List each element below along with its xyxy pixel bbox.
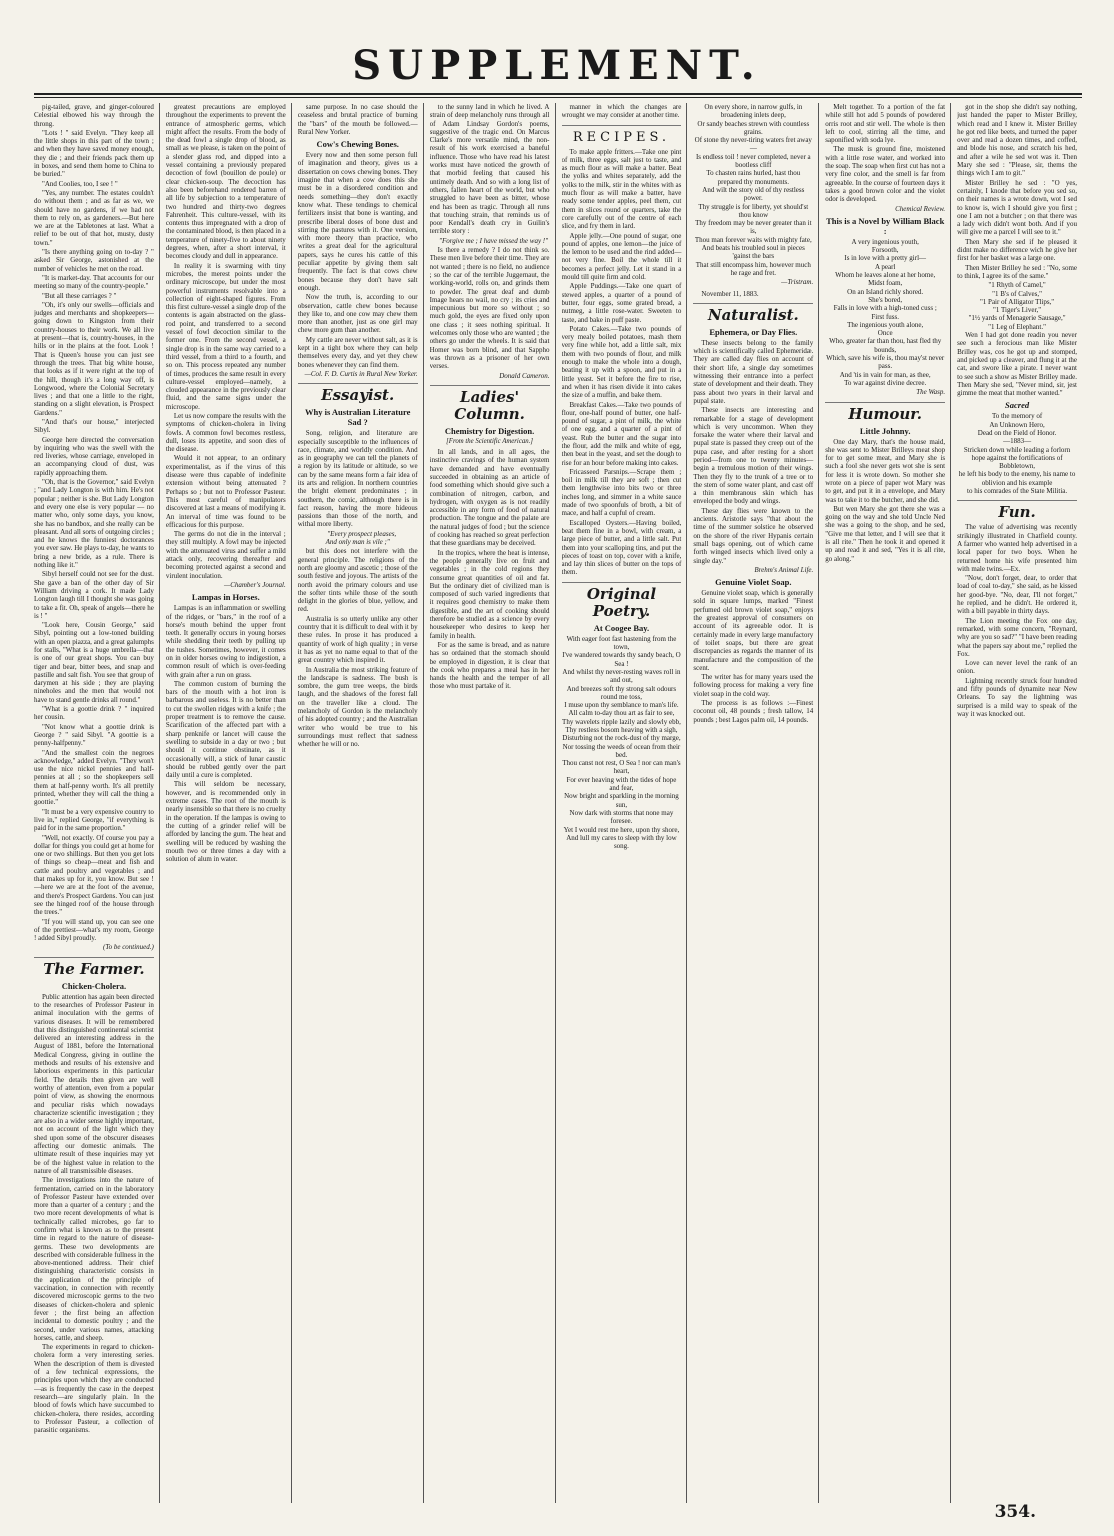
poem-line: With eager foot fast hastening from the town, <box>566 634 677 652</box>
section-header-recipes <box>562 125 682 146</box>
poem-line: I muse upon thy semblance to man's life. <box>564 701 679 710</box>
poem-date: November 11, 1883. <box>701 289 759 298</box>
story-paragraph: "Is there anything going on to-day ? " asked Sir George, astonished at the number of vehicles he met on the road. <box>34 248 154 273</box>
story-paragraph: "It must be a very expensive country to live in," replied George, "if everything is paid for in the same proportion." <box>34 807 154 833</box>
article-paragraph: This will seldom be necessary, however, and is recommended only in extreme cases. The root of the mouth is nearly insensible so that there is no cruelty in the operation. If the lampas is owing to the cutting of a grinder relief will be afforded by lancing the gum. The heat and swelling will be reduced by washing the mouth two or three times a day with a solution of alum in water. <box>165 780 286 864</box>
verse-line: A pearl <box>874 262 896 271</box>
verse-line: First fuss. <box>871 312 899 321</box>
poem-line: Now dark with storms that none may foresee. <box>569 808 674 826</box>
poem-line: Thy restless bosom heaving with a sigh, <box>565 726 678 734</box>
article-paragraph: Mister Brilley he sed : "O yes, certainly, I knode that before you sed so, on their names is a wrote down, wot I sed to know is, wich I should give you first ; one I am not a butcher ; on that there was a lady wich didn't wont both. And if you will give me a parcel I will see to it." <box>957 178 1077 237</box>
list-item: "1½ yards of Menagerie Sausage," <box>968 314 1066 323</box>
article-paragraph: same purpose. In no case should the ceaseless and brutal practice of burning the "bars" of the mouth be followed.—Rural New Yorker. <box>297 103 418 136</box>
article-paragraph: Then Mary she sed if he pleased it didnt make no difference wich he give her first for her basket was a large one. <box>957 237 1077 263</box>
columns <box>34 103 1082 1503</box>
epitaph-line: Stricken down while leading a forlorn hope against the fortifications of Bobbletown, <box>963 445 1071 471</box>
epitaph-line: —1883— <box>1003 437 1032 446</box>
article-signature: The Wasp. <box>916 388 946 397</box>
poem-line: That still encompass him, however much he rage and fret. <box>695 260 811 277</box>
poem-line: Or sandy beaches strewn with countless grains. <box>697 119 810 136</box>
poem-line: To chasten rains hurled, hast thou prepared thy monuments. <box>706 169 801 186</box>
article-paragraph: In the tropics, where the heat is intense, the people generally live on fruit and vegetables ; in the cold regions they consume great quantities of oil and fat. But the ordinary diet of civilized man is composed of such varied ingredients that it requires good chemistry to make them digestible, and the art of cooking should therefore be studied as a science by every housekeeper who desires to keep her family in health. <box>429 548 550 640</box>
poem <box>562 635 682 851</box>
article-paragraph: But wen Mary she got there she was a going on the way and she told Uncle Ned she was a going to the shop, and he sed, "Give me that letter, and I will see that it is all rite." Then he took it and opened it up and read it and sed, "Yes it is all rite, go along." <box>825 504 946 563</box>
article-paragraph: These day flies were known to the ancients. Aristotle says "that about the time of the summer solstice he observed on the shore of the river Hypanis certain small bags opening, out of which came forth winged insects which lived only a single day." <box>693 506 814 565</box>
column-2 <box>166 103 292 1503</box>
verse-line: A very ingenious youth, <box>851 237 919 246</box>
epitaph-heading: Sacred <box>1005 400 1030 411</box>
article-paragraph: Let us now compare the results with the symptoms of chicken-cholera in living fowls. A common fowl becomes restless, dull, loses its appetite, and soon dies of the disease. <box>165 411 286 454</box>
article-paragraph: greatest precautions are employed throughout the experiments to prevent the entrance of atmospheric germs, which might affect the results. From the body of the dead fowl a single drop of blood, as small as we please, is taken on the point of a slender glass rod, and dipped into a vessel containing a previously prepared decoction of fowl (bouillon de poule) or clear chicken-soup. The decoction has also been beforehand rendered barren of all life by subjection to a temperature of two hundred and thirty-two degrees Fahrenheit. This culture-vessel, with its contents thus impregnated with a drop of the contaminated blood, is then placed in a temperature of ninety-five to about ninety degrees, when, after a short interval, it becomes cloudy and dull in appearance. <box>165 103 286 261</box>
article-paragraph: Public attention has again been directed to the researches of Professor Pasteur in animal inoculation with the germs of various diseases. It will be remembered that this distinguished continental scientist delivered an interesting address in the August of 1881, before the International Medical Congress, giving in outline the methods and results of his extensive and laborious experiments in this particular field. The details then given are well worthy of attention, even from a popular point of view, as showing the enormous and peculiar risks which nowadays characterize scientific investigation ; they are also in a wider sense highly important, not on account of the light which they shed upon some of the obscurer diseases affecting our domestic animals. The ultimate result of these inquiries may yet be of the highest value in relation to the nature of all transmissible diseases. <box>34 992 154 1175</box>
poem-continued <box>693 103 813 277</box>
section-header-naturalist <box>693 303 813 324</box>
poem-line: For ever heaving with the tides of hope and fear, <box>566 775 677 793</box>
section-header-essayist <box>298 383 418 404</box>
article-paragraph: to the sunny land in which he lived. A strain of deep melancholy runs through all of Adam Lindsay Gordon's poems, suggestive of the tragic end. On Marcus Clarke's more versatile mind, the non-result of his work exercised a baneful influence. Those who have read his latest works must have noticed the growth of that morbid feeling that caused his untimely death. And so with a long list of others, fallen heart of the world, but who struggled to have been as bitter, whose end has been as tragic. Through all runs that touching strain, that reminds us of poor Kendall's death cry in Guilin's terrible story : <box>429 103 550 236</box>
recipe-paragraph: Breakfast Cakes.—Take two pounds of flour, one-half pound of butter, one half-pound of sugar, a pint of milk, the white of one egg, and a quarter of a pint of yeast. Rub the butter and the sugar into the flour, add the milk and white of egg, then beat in the yeast, and set the dough to rise for an hour before making into cakes. <box>561 400 682 467</box>
verse-line: Who, greater far than thou, hast fled thy bounds, <box>829 337 942 354</box>
article-signature: Brehm's Animal Life. <box>754 565 814 574</box>
article-signature: —Col. F. D. Curtis in Rural New Yorker. <box>304 369 418 378</box>
poem-line: All calm to-day thou art as fair to see, <box>568 709 675 718</box>
story-paragraph: George here directed the conversation by inquiring who was the swell with the red liveries, whose carriage, enveloped in an accompanying cloud of dust, was rapidly approaching them. <box>34 435 154 477</box>
poem-line: And lull my cares to sleep with thy low song. <box>566 833 677 851</box>
article-signature: —Chamber's Journal. <box>223 580 286 589</box>
column-4 <box>430 103 556 1503</box>
article-paragraph: Melt together. To a portion of the fat while still hot add 5 pounds of powdered orris root and stir well. The whole is then left to cool, stirring all the time, and saponified with soda lye. <box>825 103 946 145</box>
article-paragraph: "Forgive me ; I have missed the way !" <box>439 236 549 245</box>
poem-line: Now bright and sparkling in the morning sun, <box>564 792 679 809</box>
recipe-paragraph: Potato Cakes.—Take two pounds of very mealy boiled potatoes, mash them very fine while hot, add a little salt, mix them with two pounds of flour, and milk enough to make the whole into a dough, beating it up with a spoon, and put in a little yeast. Set it before the fire to rise, and when it has risen divide it into cakes the size of a muffin, and bake them. <box>561 324 682 400</box>
poem-line: Thou man forever waits with mighty fate, <box>694 235 812 244</box>
story-paragraph: "What is a goottie drink ? " inquired her cousin. <box>34 705 154 722</box>
story-paragraph: "Well, not exactly. Of course you pay a dollar for things you could get at home for one or two shillings. But then you get lots of things so cheap—meat and fish and cattle and poultry and vegetables ; and that makes up for it, you know. But see !—here we are at the foot of the avenue, and there's Prospect Gardens. You can just see the hinged roof of the house through the trees." <box>34 833 154 917</box>
article-title: Little Johnny. <box>859 425 911 436</box>
epitaph-line: to his comrades of the State Militia. <box>967 487 1068 496</box>
article-paragraph: Is there a remedy ? I do not think so. These men live before their time. They are not wanted ; there is no field, no audience ; so the car of the terrible Juggernaut, the working-world, rolls on, and grinds them to powder. The great deaf and dumb Image hears no wail, no cry ; its cries and impecunious but more so without ; so much gold, the eyes are fixed only upon one class ; it sees nothing spiritual. It welcomes only those who are wanted ; the others go under the wheels. It is said that Homer was born blind, and that Sappho was thrown as a prisoner of her own verses. <box>429 246 550 371</box>
section-header-poetry <box>562 582 682 620</box>
epitaph-line: he left his body to the enemy, his name to oblivion and his example <box>958 470 1076 487</box>
column-7 <box>825 103 951 1503</box>
article-paragraph: Genuine violet soap, which is generally sold in square lumps, marked "Finest perfumed old brown violet soap," enjoys the greatest approval of consumers on account of its agreeable odor. It is certainly made in every large manufactory of toilet soaps, but there are great discrepancies as regards the manner of its manufacture and the composition of the scent. <box>693 589 814 672</box>
section-title: Naturalist. <box>707 305 799 324</box>
article-paragraph: One day Mary, that's the house maid, she was sent to Mister Brilleys meat shop for to get some meat, and Mary she is such a fool she never gets wot she is sent for less it is wrote down. So mother she wrote on a piece of paper wot Mary was to get, and put it in a envelope, and Mary was to take it to the butcher, and she did. <box>825 437 946 504</box>
poem-line: Thy struggle is for liberty, yet should'st thou know <box>698 202 809 219</box>
story-paragraph: "If you will stand up, you can see one of the prettiest—what's my room, George ! added Sibyl proudly. <box>34 917 154 943</box>
article-paragraph: Then Mister Brilley he sed : "No, some to think, I agree its of the same." <box>957 263 1077 280</box>
article-paragraph: In all lands, and in all ages, the instinctive cravings of the human system have demanded and have eventually succeeded in obtaining as an article of food something which should give such a combination of nitrogen, carbon, and hydrogen, with oxygen as is not readily accessible in any form of food of natural production. The tongue and the palate are the natural judges of food ; but the science of cooking has reached so great perfection that these guardians may be deceived. <box>429 448 550 548</box>
article-title: Cow's Chewing Bones. <box>316 139 399 150</box>
article-paragraph: In Australia the most striking feature of the landscape is sadness. The bush is sombre, the gum tree weeps, the birds laugh, and the shadows of the forest fall on the traveller like a cloud. The melancholy of Gordon is the melancholy of his adopted country ; and the Australian writer who would be true to his surroundings must reflect that sadness whether he will or no. <box>297 665 418 749</box>
article-title: Why is Australian Literature Sad ? <box>304 407 411 428</box>
epitaph <box>957 412 1077 495</box>
section-header-humour <box>825 402 945 423</box>
article-paragraph: The investigations into the nature of fermentation, carried on in the laboratory of Professor Pasteur have extended over more than a quarter of a century ; and the two more recent developments of what is technically called microbes, go far to confirm what is known as to the present time in regard to the nature of disease-germs. These two developments are described with considerable fullness in the above-mentioned address. Their chief distinguishing characteristic consists in the application of the principle of vaccination, in connection with recently discovered microscopic germs to the two diseases of chicken-cholera and splenic fever ; the first being an affection incidental to domestic poultry ; and the second, under various names, attacking horses, cattle, and sheep. <box>34 1176 154 1342</box>
column-6 <box>693 103 819 1503</box>
article-title: This is a Novel by William Black : <box>826 215 945 236</box>
list-item: "1 B's of Calves," <box>992 289 1042 298</box>
recipe-paragraph: Fricasseed Parsnips.—Scrape them ; boil in milk till they are soft ; then cut them lengthwise into bits two or three inches long, and simmer in a white sauce made of two spoonfuls of broth, a bit of mace, and half a cupful of cream. <box>561 467 682 518</box>
article-paragraph: manner in which the changes are wrought we may consider at another time. <box>561 103 682 120</box>
story-paragraph: "Look here, Cousin George," said Sibyl, pointing out a low-toned building with an open piazza, and a great galumphs for stalls, "What is a huge umbrella—that is one of our great shops. You can buy tiger and bear, bitter bees, and snap and pastille and salt fish. You see that group of darymen at his side ; they are playing nineholes and the men that would not have to stand gentle drinks all round." <box>34 621 154 704</box>
article-paragraph: The Lion meeting the Fox one day, remarked, with some concern, "Reynard, why are you so sad?" "I have been reading what the papers say about me," replied the Fox. <box>957 616 1077 658</box>
story-paragraph: "And Coolies, too, I see ! " <box>42 179 118 188</box>
article-paragraph: but this does not interfere with the general principle. The religions of the north are gloomy and ascetic ; those of the south festive and joyous. The artists of the north avoid the primary colours and use the softer tints while those of the south delight in the glories of blue, yellow, and red. <box>297 547 418 614</box>
poem-line: On every shore, in narrow gulfs, in broadening inlets deep, <box>704 103 803 120</box>
verse-line: To war against divine decree. <box>844 378 927 387</box>
poem-line: And beats his troubled soul in pieces 'gainst the bars <box>701 244 805 261</box>
recipe-paragraph: To make apple fritters.—Take one pint of milk, three eggs, salt just to taste, and as much flour as will make a batter. Beat the yolks and whites separately, add the yolks to the milk, stir in the whites with as much flour as will make a batter, have ready some tender apples, peel them, cut them in slices round or quarters, take the core carefully out of the centre of each slice, and fry them in lard. <box>561 147 682 231</box>
story-paragraph: "Lots ! " said Evelyn. "They keep all the little shops in this part of the town ; and when they have saved money enough, they die ; and their friends pack them up in boxes, and send them home to China to be buried." <box>34 128 154 179</box>
article-paragraph: Song, religion, and literature are especially susceptible to the influences of race, climate, and worldly condition. And as in geography we can tell the planets of a region by its latitude or altitude, so we can by the same means form a fair idea of its arts and religion. In northern countries the bright element predominates ; in southern, the comic, although there is in fact reason, having the more hideous passions than those of the north, and withal more liberty. <box>297 429 418 529</box>
verse-line: Which, save his wife is, thou may'st never pass. <box>826 354 945 371</box>
column-8 <box>957 103 1082 1503</box>
poem-line: Thy freedom may be never greater than it is, <box>695 219 812 236</box>
article-title: Chemistry for Digestion. <box>444 425 535 436</box>
list-item: "1 Pair of Alligator Tlips," <box>979 297 1055 306</box>
article-title: Ephemera, or Day Flies. <box>709 326 798 337</box>
verse-line: Is in love with a pretty girl— <box>844 254 927 263</box>
recipe-paragraph: Apple Puddings.—Take one quart of stewed apples, a quarter of a pound of butter, four eggs, some grated bread, a nutmeg, a little rose-water. Sweeten to taste, and bake in puff paste. <box>561 282 682 324</box>
article-title: Chicken-Cholera. <box>61 980 127 991</box>
section-title: Humour. <box>848 404 922 423</box>
article-paragraph: Australia is so utterly unlike any other country that it is difficult to deal with it by these rules. In prose it has produced a quantity of work of high quality ; in verse it has as yet no name equal to that of the great country which inspired it. <box>297 614 418 665</box>
section-header-ladies <box>430 385 550 423</box>
poem-line: I've wandered towards thy sandy beach, O Sea ! <box>562 651 681 668</box>
verse-line: And 'tis in vain for man, as thee, <box>839 370 931 379</box>
poem-line: Is endless toil ! never completed, never a bootless cliff <box>695 152 811 170</box>
article-paragraph: Every now and then some person full of imagination and theory, gives us a dissertation on cows chewing bones. They imagine that when a cow does this she must be in a disordered condition and needs something—they don't exactly know what. These tendings to chemical fertilizers insist that bone is wanting, and prescribe liberal doses of bone dust and stirring the pastures with it. One version, with more theory than practice, who writes a great deal for the agricultural papers, says he cures his cattle of this peculiar appetite by giving them salt frequently. The fact is that cows chew bones because they don't have salt enough. <box>297 151 418 292</box>
article-paragraph: Would it not appear, to an ordinary experimentalist, as if the virus of this disease were thus capable of indefinite extension without being attenuated ? Perhaps so ; but not to Professor Pasteur. This most careful of manipulators discovered at last a means of modifying it. An interval of time was found to be efficacious for this purpose. <box>165 454 286 529</box>
section-title: The Farmer. <box>43 959 145 978</box>
serial-story <box>34 103 154 952</box>
poem-line: Thou canst not rest, O Sea ! nor can man's heart, <box>562 759 681 776</box>
verse-line: Forsooth, <box>871 246 899 255</box>
article-paragraph: In reality it is swarming with tiny microbes, the merest points under the ordinary microscope, but under the most powerful instruments resolvable into a collection of eight-shaped figures. From this first culture-vessel a single drop of the contents is again abstracted on the glass-rod point, and transferred to a second vessel of fowl decoction similar to the former one. From the second vessel, a single drop is in the same way carried to a third vessel, from a third to a fourth, and so on. This process repeated any number of times, produces the same result in every culture-vessel employed—namely, a clouded appearance in the previously clear fluid, and the same signs under the microscope. <box>165 261 286 411</box>
page-number: 354. <box>994 1502 1036 1522</box>
article-paragraph: "Every prospect pleases, And only man is vile ;" <box>325 529 397 547</box>
masthead-title: SUPPLEMENT. <box>352 42 762 89</box>
story-paragraph: Sibyl herself could not see for the dust. She gave a ban of the other day of Sir William driving a cork. It made Lady Longton laugh till I thought she was going to take a fit. Oh, speak of angels—there he is ! " <box>34 570 154 620</box>
article-paragraph: The germs do not die in the interval ; they still multiply. A fowl may be injected with the attenuated virus and suffer a mild attack only, recovering thereafter and becoming protected against a second and virulent inoculation. <box>165 530 286 580</box>
shopping-list <box>957 281 1077 331</box>
recipe-paragraph: Apple jelly.—One pound of sugar, one pound of apples, one lemon—the juice of the lemon to be used and the rind added—not very fine. Boil the whole till it becomes a perfect jelly. Let it stand in a mould till quite firm and cold. <box>561 231 682 282</box>
poem-line: Thy wavelets ripple lazily and slowly ebb, <box>562 717 681 726</box>
article-paragraph: The process is as follows :—Finest coconut oil, 48 pounds ; fresh tallow, 14 pounds ; best Lagos palm oil, 14 pounds. <box>693 699 814 724</box>
column-5 <box>562 103 688 1503</box>
poem-line: And breezes soft thy strong salt odours round me toss, <box>566 684 677 701</box>
section-title: Essayist. <box>321 386 395 405</box>
section-title: RECIPES. <box>572 129 671 145</box>
article-signature: Donald Cameron. <box>499 371 550 380</box>
article-paragraph: Now the truth, is, according to our observation, cattle chew bones because they like to, and one cow may chew them more than another, just as one girl may chew more gum than another. <box>297 293 418 335</box>
verse-line: Falls in love with a high-toned cuss ; <box>833 304 937 313</box>
verse-line: Whom he leaves alone at her home, <box>835 271 936 280</box>
article-source: [From the Scientific American.] <box>446 437 533 445</box>
poem-line: And wilt the story old of thy restless power. <box>702 185 805 203</box>
article-paragraph: Lightning recently struck four hundred and fifty pounds of dynamite near New Orleans. To say the lightning was surprised is a mild way to speak of the way it was knocked out. <box>957 676 1077 718</box>
article-paragraph: The experiments in regard to chicken-cholera form a very interesting series. When the description of them is divested of a few technical expressions, the principles upon which they are conducted—as is frequently the case in the deepest research—are singularly plain. In the blood of fowls which have succumbed to chicken-cholera, there resides, according to Professor Pasteur, a collection of parasitic organisms. <box>34 1343 154 1435</box>
list-item: "1 Tiger's Liver," <box>993 306 1042 315</box>
article-paragraph: Love can never level the rank of an onion. <box>957 659 1077 676</box>
article-paragraph: For as the same is bread, and as nature has so ordained that the stomach should be employed in digestion, it is clear that the cook who prepares a meal has in her hands the health and the temper of all those who must partake of it. <box>429 640 550 691</box>
epitaph-line: To the memory of <box>991 412 1043 421</box>
article-paragraph: These insects are interesting and remarkable for a stage of development which is very uncommon. When they forsake the water where their larval and pupal state is passed they creep out of the pupa case, and after resting for a short period—from one to twenty minutes—begin a tremulous motion of their wings. Then they fly to the trunk of a tree or to the stem of some water plant, and cast off a thin membranous skin which has enveloped the body and wings. <box>693 406 814 506</box>
article-paragraph: My cattle are never without salt, as it is kept in a tight box where they can help themselves every day, and yet they chew bones whenever they can find them. <box>297 335 418 369</box>
to-be-continued: (To be continued.) <box>103 943 154 952</box>
column-3 <box>298 103 424 1503</box>
section-title: Fun. <box>998 503 1036 522</box>
verse-line: The ingenious youth alone, <box>847 320 924 329</box>
article-paragraph: got in the shop she didn't say nothing, just handed the paper to Mister Brilley, which read and I knew it. Mister Brilley he got red like beets, and turned the paper over and read a dozen times, and coffed, and blode his nose, and scratch his hed, and after a wile he sed wot was it. Then Mary she sed : "Please, sir, thems the things wich I am to git." <box>957 103 1077 178</box>
verse-line: On an Island richly shored. <box>847 287 924 296</box>
story-paragraph: pig-tailed, grave, and ginger-coloured Celestial elbowed his way through the throng. <box>34 103 154 128</box>
article-paragraph: The value of advertising was recently strikingly illustrated in Chatfield county. A farmer who wanted help advertised in a local paper for two boys. When he returned home his wife presented him with male twins.—Ex. <box>957 523 1077 573</box>
poem-line: And whilst thy never-resting waves roll in and out, <box>562 667 681 685</box>
section-title: Ladies' Column. <box>454 387 525 423</box>
verse-line: Once <box>877 329 893 338</box>
masthead-rule <box>34 93 1082 98</box>
poem-line: Yet I would rest me here, upon thy shore, <box>563 825 680 834</box>
article-paragraph: These insects belong to the family which is scientifically called Ephemeridæ. They are called day flies on account of their short life, a single day sometimes witnessing their entrance into a perfect state of development and their death. They pass about two years in their larval and pupal state. <box>693 338 814 405</box>
recipe-paragraph: Escalloped Oysters.—Having boiled, beat them fine in a bowl, with cream, a large piece of butter, and a little salt. Put them into your scalloping tins, and put the pieces of toast on top, cover with a knife, and lay thin slices of butter on the tops of them. <box>561 518 682 577</box>
story-paragraph: "Oh, it's only our swells—officials and judges and merchants and shopkeepers—going down to Kingston from their country-houses to their work. We all live at present—that is, country-houses, in the hills or in the plains at the foot. Look ! That is Queen's house you can just see through the trees. That big white house, that looks as if it were right at the top of the hill, though it's a long way off, is Longwood, where the Colonial Secretary lives ; and that one a little to the right, standing on a slight elevation, is Prospect Gardens." <box>34 300 154 417</box>
article-paragraph: "Now, don't forget, dear, to order that load of coal to-day," she said, as he kissed her good-bye. "No, dear, I'll not forget," he replied, and he didn't. He ordered it, with a bill payable in thirty days. <box>957 574 1077 616</box>
epitaph-line: Dead on the Field of Honor. <box>977 428 1057 437</box>
story-paragraph: "It is market-day. That accounts for our meeting so many of the country-people." <box>34 273 154 291</box>
column-1 <box>34 103 160 1503</box>
story-paragraph: "Not know what a goottie drink is George ? " said Sibyl. "A goottie is a penny-halfpenny." <box>34 722 154 748</box>
section-header-fun <box>957 500 1077 521</box>
poem-line: Disturbing not the rock-dust of thy marge, <box>562 734 681 743</box>
article-paragraph: Wen I had got done readin you never see such a ferocious man like Mister Brilley was, cos he got up and stomped, and picked up a cleaver, and flung it at the cat, and swore like a pirate. I never want to see such a show as Mister Brilley made. Then Mary she sed, "Never mind, sir, jest gimme the meat that mother wanted." <box>957 331 1077 398</box>
verse <box>825 238 945 387</box>
article-paragraph: The writer has for many years used the following process for making a very fine violet soap in the cold way. <box>693 673 814 698</box>
poem-signature: —Tristram. <box>781 278 814 287</box>
section-header-farmer <box>34 957 154 978</box>
verse-line: Midst foam, <box>868 279 903 288</box>
list-item: "1 Rhyth of Camel," <box>988 281 1046 290</box>
article-title: Lampas in Horses. <box>191 592 260 603</box>
story-paragraph: "But all these carriages ? " <box>42 291 117 300</box>
list-item: "1 Leg of Elephant." <box>988 322 1046 331</box>
story-paragraph: "And that's our house," interjected Sibyl. <box>34 417 154 435</box>
epitaph-line: An Unknown Hero, <box>989 420 1045 429</box>
article-paragraph: Lampas is an inflammation or swelling of the ridges, or "bars," in the roof of a horse's mouth behind the upper front teeth. It generally occurs in young horses while shedding their teeth by pulling up the tushes. Sometimes, however, it comes on in older horses owing to indigestion, a common result of which is over-feeding with grain after a run on grass. <box>165 604 286 679</box>
article-paragraph: The musk is ground fine, moistened with a little rose water, and worked into the soap. The soap when first cut has not a very fine color, and the smell is far from agreeable. In the course of fourteen days it takes a good brown color and the violet odor is developed. <box>825 145 946 204</box>
section-title: Original Poetry. <box>586 584 657 620</box>
story-paragraph: "Oh, that is the Governor," said Evelyn ; "and Lady Longton is with him. He's not popular ; neither is she. But Lady Longton and every one else is very popular — no matter who, only some days, you know, she has no bandbox, and she really can be pleasant. And all sorts of outgoing circles ; and he knows the funniest doctorances you ever saw. He plays to-day, he wants to bring a new bride, as a rule. There is nothing like it." <box>34 478 154 570</box>
article-paragraph: The common custom of burning the bars of the mouth with a hot iron is barbarous and useless. It is no better than to cut the swollen ridges with a knife ; the proper treatment is to remove the cause. Scarification of the affected part with a sharp penknife or lancet will cause the swelling to subside in a day or two ; but should it continue obstinate, as it occasionally will, a stick of lunar caustic should be rubbed gently over the part daily until a cure is completed. <box>165 679 286 780</box>
article-signature: Chemical Review. <box>895 204 946 213</box>
story-paragraph: "Yes, any number. The estates couldn't do without them ; and as far as we, we should have no gardens, if we had not them to rely on, as gardeners.—But here we are at the Tabletones at last. What a relief to be out of that hot, musty, dusty town." <box>34 188 154 247</box>
poem-title: At Coogee Bay. <box>593 622 650 633</box>
verse-line: She's bored, <box>868 295 903 304</box>
article-title: Genuine Violet Soap. <box>715 577 792 588</box>
story-paragraph: "And the smallest coin the negroes acknowledge," added Evelyn. "They won't use the nice nickel pennies and half-pennies at all ; so the shopkeepers sell them at half-penny worth. It's all prettily printed, whether they will call the thing a goottie." <box>34 748 154 807</box>
poem-line: Of stone thy never-tiring waters fret away— <box>694 136 812 153</box>
poem-line: Nor tossing the weeds of ocean from their bed. <box>562 742 681 759</box>
